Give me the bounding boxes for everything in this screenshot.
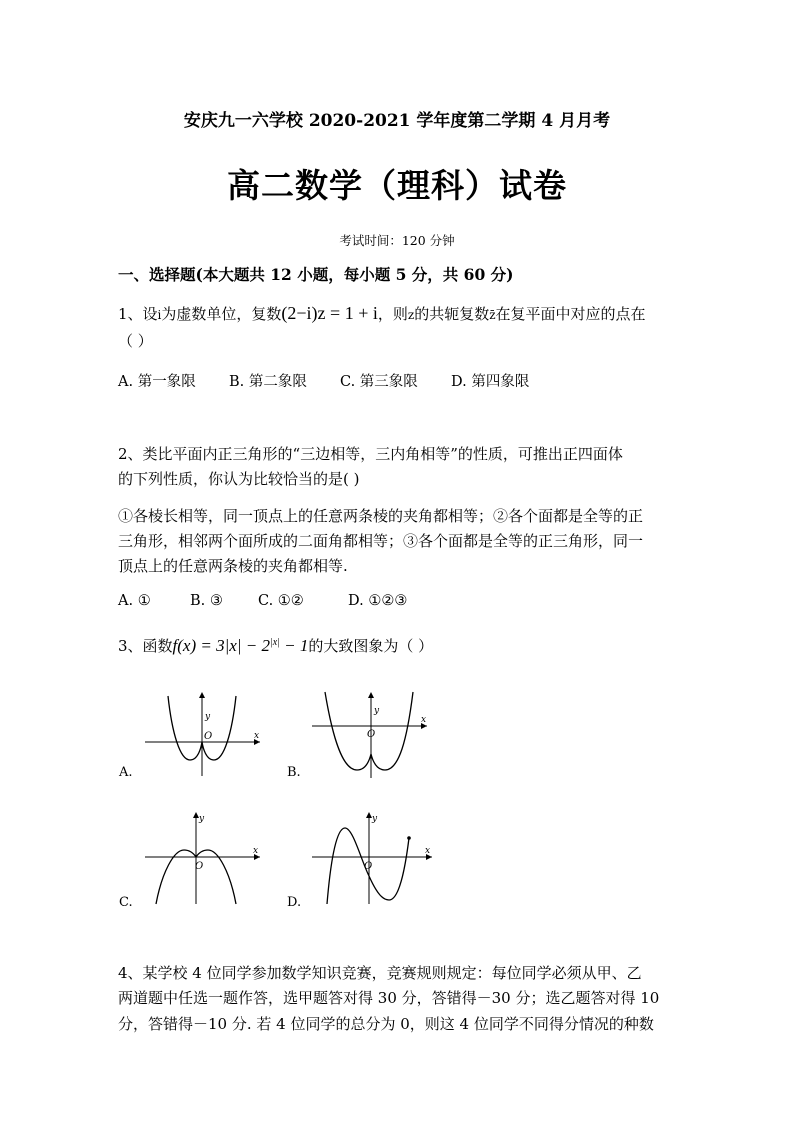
q1-text: 1、设 [118, 305, 158, 323]
graph-label-a: A. [119, 765, 133, 780]
q1-text: 为虚数单位，复数 [161, 305, 282, 323]
y-axis-label: y [199, 814, 205, 824]
graph-label-d: D. [287, 895, 302, 910]
exam-time: 考试时间：120 分钟 [339, 233, 455, 248]
origin-label: O [367, 729, 376, 740]
question-2-options [118, 593, 407, 609]
question-2-line: ①各棱长相等，同一顶点上的任意两条棱的夹角都相等；②各个面都是全等的正 [118, 507, 644, 525]
graph-label-c: C. [119, 895, 133, 910]
graph-label-b: B. [287, 765, 301, 780]
question-4-line: 4、某学校 4 位同学参加数学知识竞赛，竞赛规则规定：每位同学必须从甲、乙 [118, 964, 642, 982]
question-4-line: 分，答错得－10 分. 若 4 位同学的总分为 0，则这 4 位同学不同得分情况的种数 [118, 1015, 654, 1033]
option-d[interactable]: D. ①②③ [348, 593, 408, 609]
origin-label: O [364, 861, 373, 872]
x-axis-label: x [421, 715, 427, 725]
page-title: 高二数学（理科）试卷 [227, 166, 567, 205]
q1-text: 在复平面中对应的点在 [495, 305, 646, 323]
question-2-line: 三角形，相邻两个面所成的二面角都相等；③各个面都是全等的正三角形，同一 [118, 532, 644, 550]
question-2-line: 的下列性质，你认为比较恰当的是( ) [118, 470, 360, 488]
option-b[interactable]: B. ③ [190, 593, 223, 609]
option-a[interactable]: A. ① [118, 593, 151, 609]
curve-endpoint [407, 836, 411, 840]
y-axis-label: y [205, 712, 211, 722]
option-d[interactable]: D. 第四象限 [451, 374, 530, 390]
q1-var-i: i [157, 308, 162, 322]
graph-a[interactable] [140, 688, 265, 780]
question-1-stem [118, 303, 646, 324]
y-axis-label: y [374, 706, 380, 716]
x-axis-label: x [254, 731, 260, 741]
option-a[interactable]: A. 第一象限 [118, 374, 196, 390]
x-axis-label: x [425, 846, 431, 856]
question-1-options [118, 370, 529, 391]
q3-exponent: |x| [269, 637, 280, 648]
question-2-line: 2、类比平面内正三角形的“三边相等，三内角相等”的性质，可推出正四面体 [118, 445, 623, 463]
x-axis-label: x [253, 846, 259, 856]
q1-text: 的共轭复数 [414, 305, 490, 323]
q3-function-tail: − 1 [279, 636, 309, 655]
q1-var-z: z [407, 308, 415, 322]
q3-prefix: 3、函数 [118, 637, 173, 655]
school-exam-line: 安庆九一六学校 2020-2021 学年度第二学期 4 月月考 [183, 111, 611, 131]
option-c[interactable]: C. ①② [258, 593, 304, 609]
question-2-line: 顶点上的任意两条棱的夹角都相等. [118, 557, 348, 575]
q1-equation: (2−i)z = 1 + i [281, 303, 378, 323]
q1-text: ，则 [377, 305, 408, 323]
q1-var-zbar: z̄ [489, 308, 496, 322]
option-c[interactable]: C. 第三象限 [340, 374, 418, 390]
section-heading: 一、选择题(本大题共 12 小题，每小题 5 分，共 60 分) [118, 265, 514, 284]
graph-d[interactable] [307, 810, 437, 908]
question-1-paren: （ ） [118, 332, 153, 350]
question-3-stem [118, 635, 433, 656]
q3-suffix: 的大致图象为（ ） [308, 637, 434, 655]
graph-b[interactable] [307, 688, 432, 780]
origin-label: O [195, 861, 204, 872]
q3-function: f(x) = 3|x| − 2 [172, 636, 270, 655]
question-4-line: 两道题中任选一题作答，选甲题答对得 30 分，答错得－30 分；选乙题答对得 10 [118, 989, 660, 1007]
y-axis-label: y [372, 814, 378, 824]
graph-c[interactable] [140, 810, 265, 908]
option-b[interactable]: B. 第二象限 [229, 374, 307, 390]
origin-label: O [204, 731, 213, 742]
